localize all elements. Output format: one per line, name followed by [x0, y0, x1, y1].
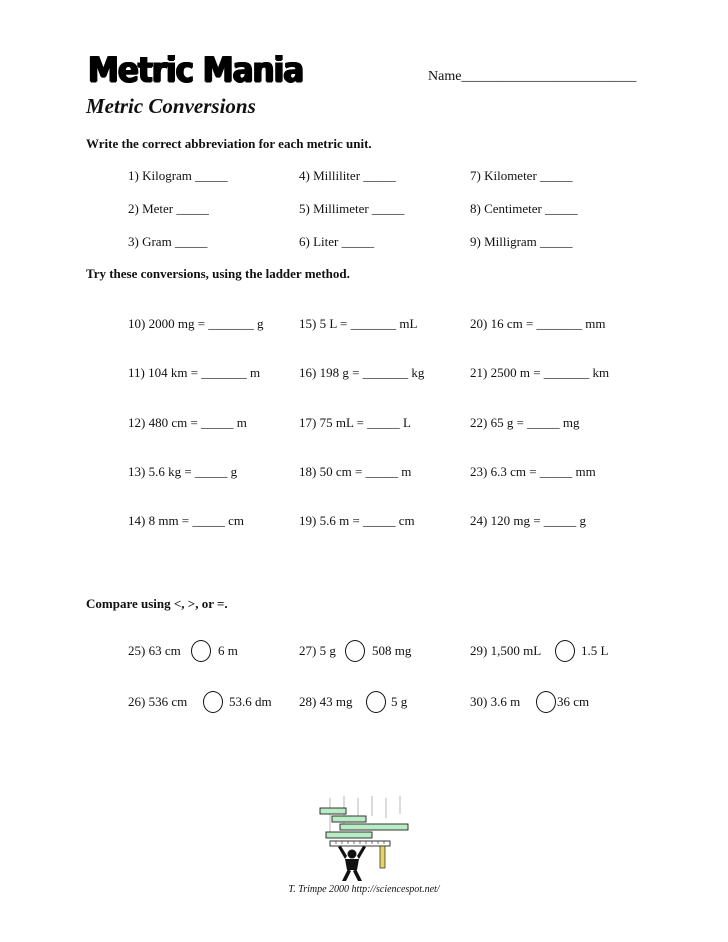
conversion-item[interactable]: 14) 8 mm = _____ cm	[128, 513, 245, 528]
conversion-item[interactable]: 16) 198 g = _______ kg	[299, 365, 425, 380]
section2-instruction: Try these conversions, using the ladder method.	[86, 266, 350, 281]
compare-right: 5 g	[391, 694, 408, 709]
compare-left: 30) 3.6 m	[470, 694, 521, 709]
conversion-item[interactable]: 17) 75 mL = _____ L	[299, 415, 411, 430]
compare-left: 26) 536 cm	[128, 694, 188, 709]
compare-answer-circle[interactable]	[191, 640, 211, 662]
abbrev-item[interactable]: 4) Milliliter _____	[299, 168, 396, 183]
compare-left: 27) 5 g	[299, 643, 336, 658]
abbrev-item[interactable]: 2) Meter _____	[128, 201, 209, 216]
conversion-item[interactable]: 10) 2000 mg = _______ g	[128, 316, 264, 331]
section3-instruction: Compare using <, >, or =.	[86, 596, 228, 611]
abbrev-item[interactable]: 8) Centimeter _____	[470, 201, 578, 216]
conversion-item[interactable]: 12) 480 cm = _____ m	[128, 415, 247, 430]
figure-lifting-metric-ladder-icon	[314, 796, 414, 882]
compare-answer-circle[interactable]	[555, 640, 575, 662]
conversion-item[interactable]: 11) 104 km = _______ m	[128, 365, 261, 380]
compare-right: 508 mg	[372, 643, 412, 658]
compare-answer-circle[interactable]	[203, 691, 223, 713]
conversion-item[interactable]: 21) 2500 m = _______ km	[470, 365, 610, 380]
conversion-item[interactable]: 13) 5.6 kg = _____ g	[128, 464, 238, 479]
conversion-item[interactable]: 15) 5 L = _______ mL	[299, 316, 418, 331]
compare-right: 53.6 dm	[229, 694, 272, 709]
section1-instruction: Write the correct abbreviation for each metric unit.	[86, 136, 372, 151]
compare-left: 29) 1,500 mL	[470, 643, 542, 658]
conversion-item[interactable]: 23) 6.3 cm = _____ mm	[470, 464, 596, 479]
compare-left: 28) 43 mg	[299, 694, 353, 709]
abbrev-item[interactable]: 5) Millimeter _____	[299, 201, 405, 216]
abbrev-item[interactable]: 9) Milligram _____	[470, 234, 573, 249]
compare-answer-circle[interactable]	[345, 640, 365, 662]
abbrev-item[interactable]: 6) Liter _____	[299, 234, 375, 249]
abbrev-item[interactable]: 7) Kilometer _____	[470, 168, 573, 183]
abbrev-item[interactable]: 3) Gram _____	[128, 234, 208, 249]
conversion-item[interactable]: 19) 5.6 m = _____ cm	[299, 513, 415, 528]
conversion-item[interactable]: 24) 120 mg = _____ g	[470, 513, 587, 528]
compare-answer-circle[interactable]	[536, 691, 556, 713]
conversion-item[interactable]: 22) 65 g = _____ mg	[470, 415, 580, 430]
metric-mania-logo: Metric Mania	[88, 50, 304, 91]
abbrev-item[interactable]: 1) Kilogram _____	[128, 168, 228, 183]
worksheet-subtitle: Metric Conversions	[86, 94, 256, 118]
name-field[interactable]: Name_________________________	[428, 69, 637, 84]
conversion-item[interactable]: 20) 16 cm = _______ mm	[470, 316, 606, 331]
footer-credit: T. Trimpe 2000 http://sciencespot.net/	[288, 884, 440, 895]
compare-right: 6 m	[218, 643, 238, 658]
compare-answer-circle[interactable]	[366, 691, 386, 713]
compare-left: 25) 63 cm	[128, 643, 181, 658]
compare-right: 36 cm	[557, 694, 590, 709]
compare-right: 1.5 L	[581, 643, 609, 658]
conversion-item[interactable]: 18) 50 cm = _____ m	[299, 464, 412, 479]
